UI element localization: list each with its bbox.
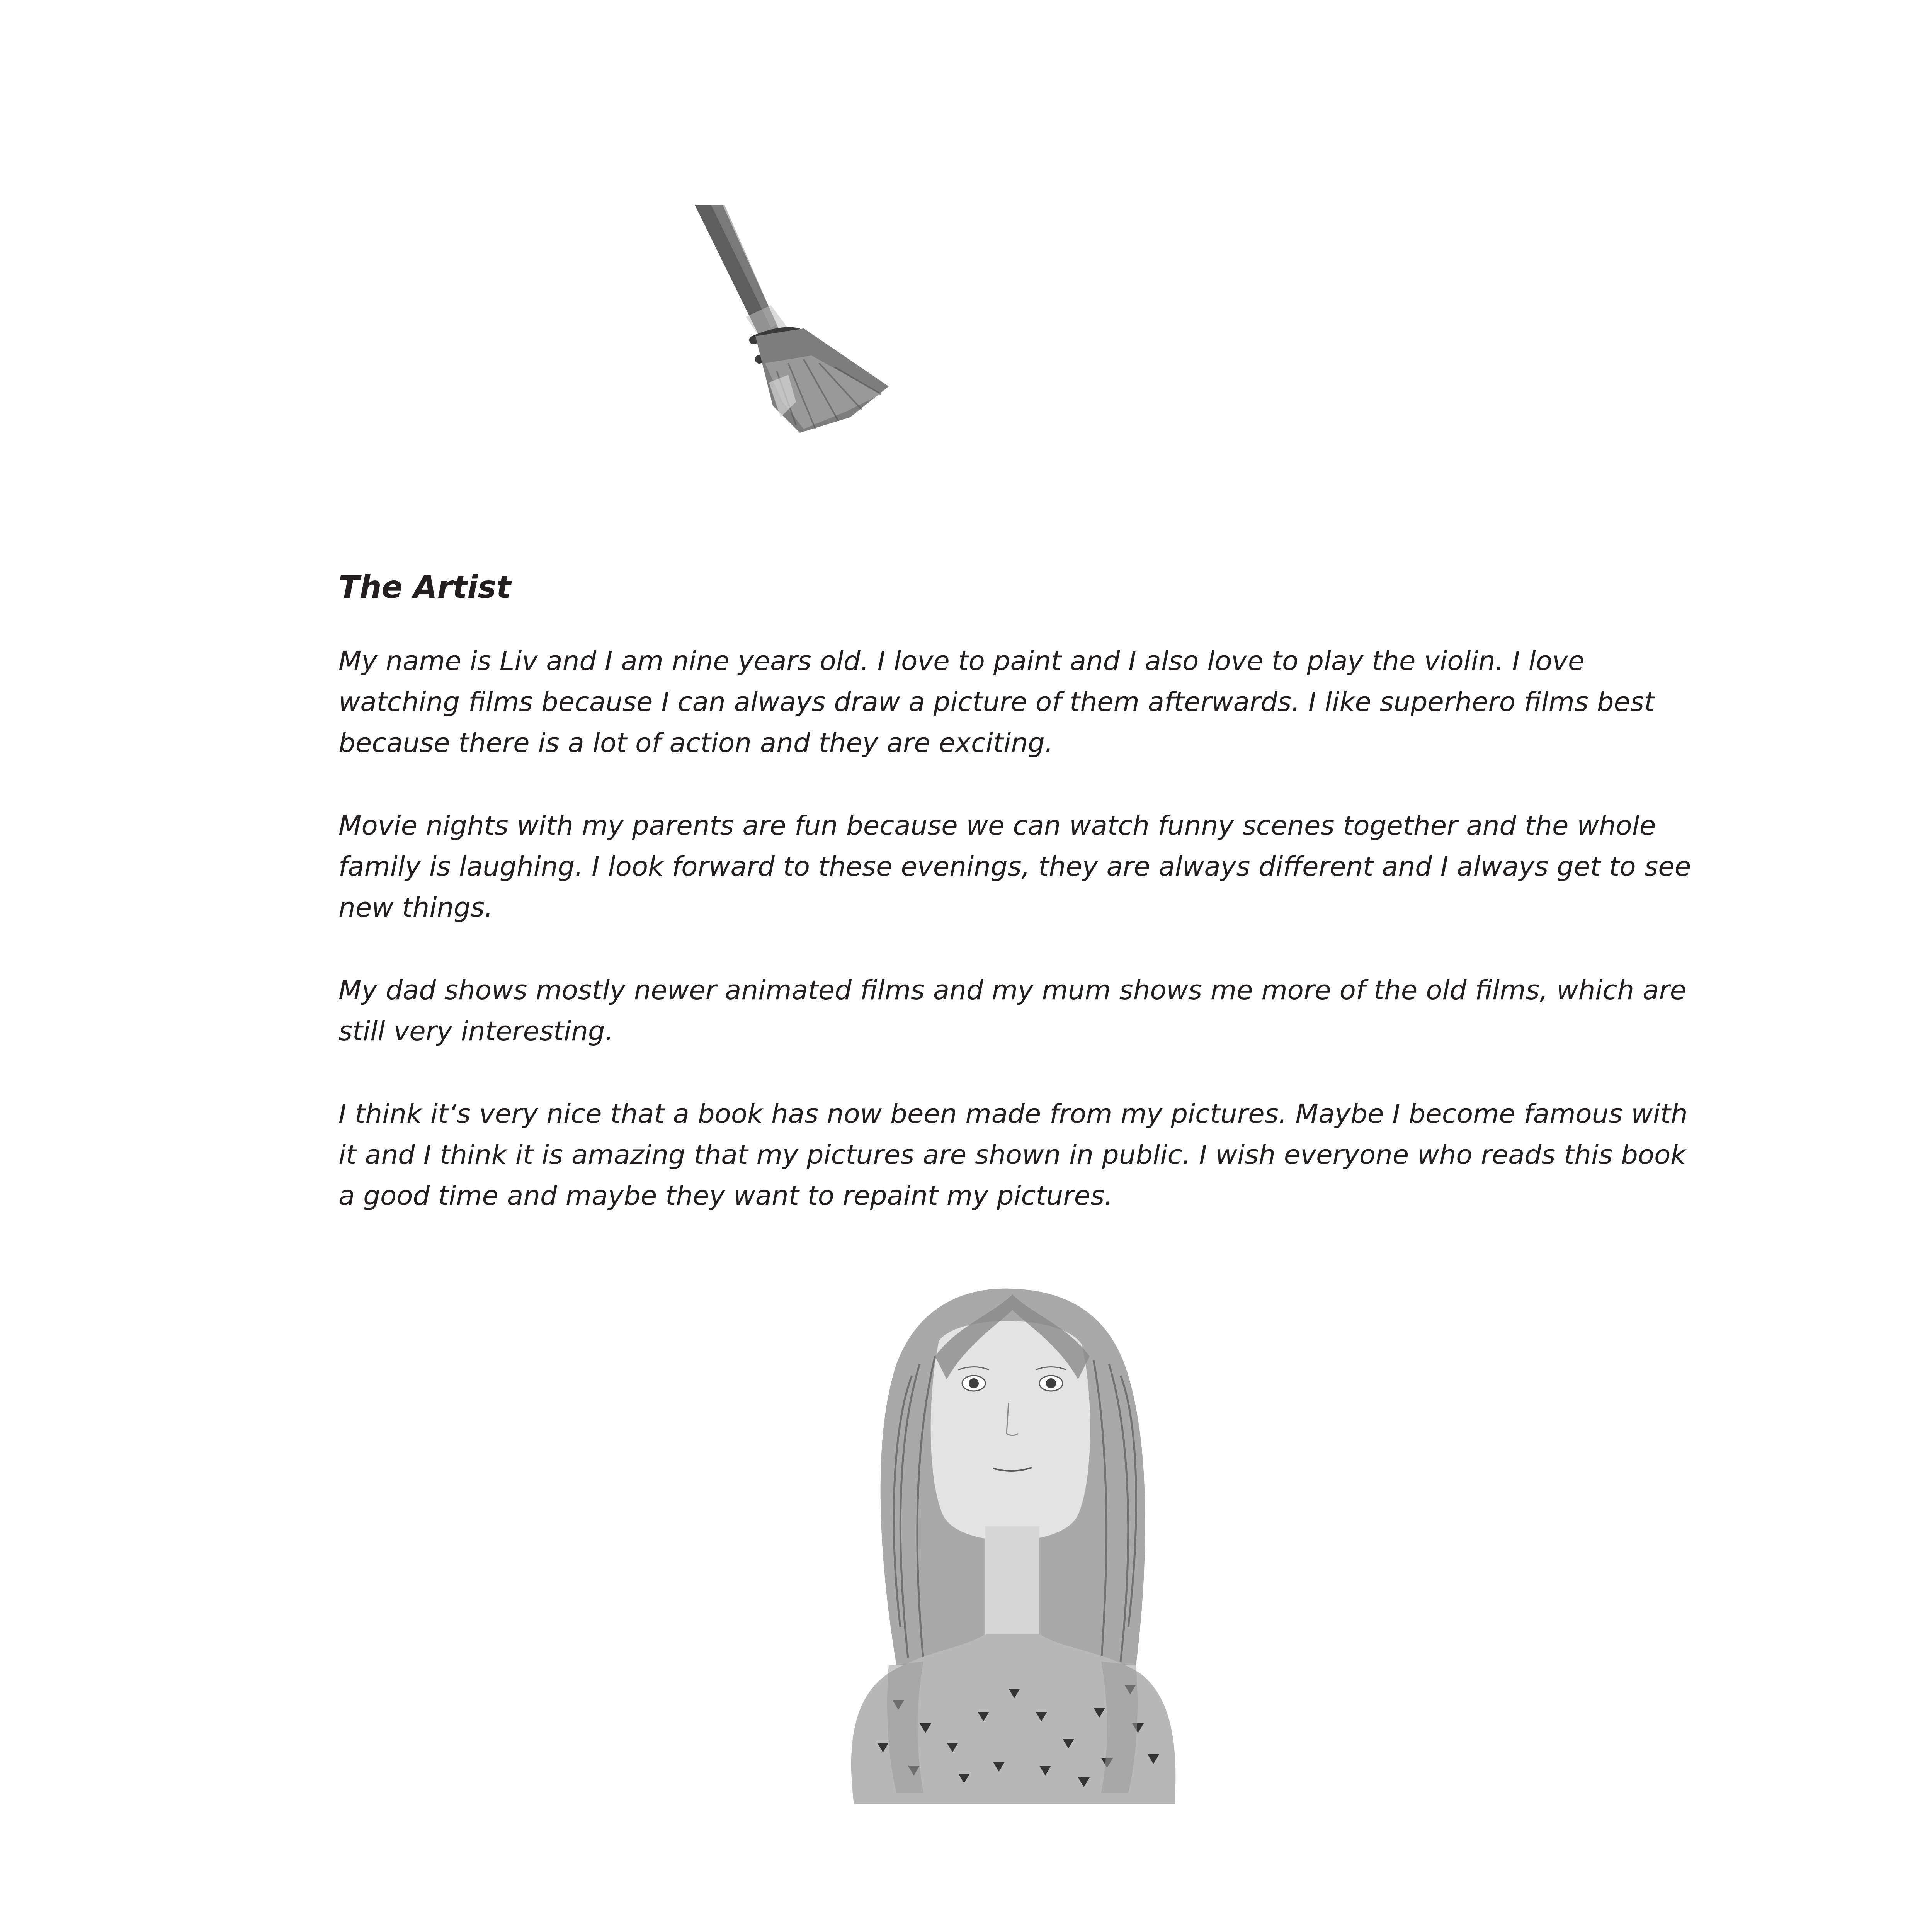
portrait-neck	[985, 1526, 1039, 1634]
bio-paragraph-3: My dad shows mostly newer animated films and my mum shows me more of the old films, which are still very interesting.	[338, 975, 1687, 1047]
bio-paragraph-2: Movie nights with my parents are fun because we can watch funny scenes together and the whole family is laughing. I look forward to these evenings, they are always different and I always get to see new things.	[338, 810, 1691, 923]
broom-illustration	[688, 201, 904, 440]
bio-paragraph-1: My name is Liv and I am nine years old. I love to paint and I also love to play the violin. I love watching films because I can always draw a picture of them afterwards. I like superhero films best because there is a lot of action and they are exciting.	[338, 646, 1655, 759]
artist-bio	[338, 568, 1706, 1258]
page-heading: The Artist	[338, 569, 511, 605]
bio-paragraph-4: I think it‘s very nice that a book has now been made from my pictures. Maybe I become famous with it and I think it is amazing that my pictures are shown in public. I wish everyone who reads this book a good time and maybe they want to repaint my pictures.	[338, 1099, 1688, 1211]
portrait-illustration	[831, 1279, 1190, 1812]
